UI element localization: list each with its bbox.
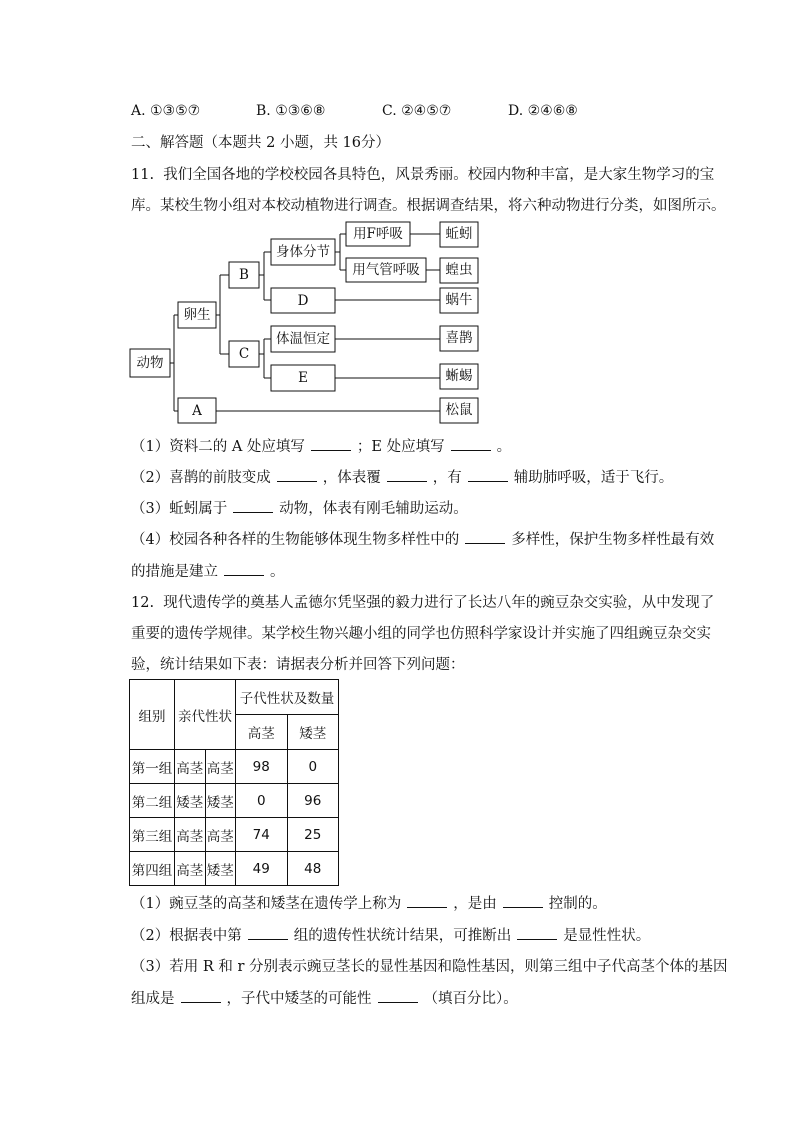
label-d: D [297, 293, 309, 309]
q12-intro-line1 [131, 593, 714, 613]
q11-part1-text-c: 。 [496, 439, 512, 455]
answer-blank[interactable] [387, 467, 427, 482]
q12-intro-line3: 验，统计结果如下表：请据表分析并回答下列问题： [131, 657, 465, 673]
header-offspring: 子代性状及数量 [236, 680, 339, 715]
q11-part4-cont [131, 561, 285, 582]
answer-blank[interactable] [224, 561, 264, 576]
answer-blank[interactable] [378, 988, 418, 1003]
label-c: C [238, 346, 250, 362]
q11-part2 [131, 467, 673, 488]
q12-part3-cont-text-a: 组成是 [131, 991, 175, 1007]
label-breath-f: 用F呼吸 [353, 226, 403, 242]
q11-part4-cont-text-b: 。 [270, 564, 285, 580]
q12-part3-cont-text-c: （填百分比）。 [423, 991, 518, 1007]
q11-number: 11. [131, 167, 155, 183]
classification-diagram [0, 0, 794, 440]
cell-parent1: 高茎 [175, 852, 206, 886]
q11-part2-text-a: （2）喜鹊的前肢变成 [131, 470, 271, 486]
label-breath-trachea: 用气管呼吸 [352, 262, 420, 278]
cell-short: 0 [287, 750, 339, 784]
q11-part3-text-a: （3）蚯蚓属于 [131, 501, 228, 517]
q12-part2 [131, 925, 650, 946]
cell-parent2: 高茎 [205, 750, 236, 784]
cell-short: 25 [287, 818, 339, 852]
option-c: C. ②④⑤⑦ [382, 103, 452, 119]
q11-intro-line2: 库。某校生物小组对本校动植物进行调查。根据调查结果，将六种动物进行分类，如图所示。 [131, 198, 726, 214]
answer-blank[interactable] [451, 436, 491, 451]
q11-part2-text-c: ，有 [432, 470, 462, 486]
q12-part3-cont-text-b: ，子代中矮茎的可能性 [226, 991, 372, 1007]
cell-group: 第三组 [130, 818, 175, 852]
header-short: 矮茎 [287, 715, 339, 750]
q12-part1-text-b: ，是由 [453, 896, 497, 912]
option-b: B. ①③⑥⑧ [256, 103, 326, 119]
table-row [130, 750, 339, 784]
q12-part2-text-b: 组的遗传性状统计结果，可推断出 [293, 928, 512, 944]
q11-part2-text-b: ，体表覆 [322, 470, 381, 486]
q12-part2-text-a: （2）根据表中第 [131, 928, 242, 944]
q11-part4-text-b: 多样性，保护生物多样性最有效 [511, 532, 715, 548]
q12-part2-text-c: 是显性性状。 [563, 928, 651, 944]
answer-blank[interactable] [311, 436, 351, 451]
label-egg: 卵生 [183, 307, 211, 323]
q11-part4 [131, 529, 714, 550]
header-group: 组别 [130, 680, 175, 750]
q12-part3: （3）若用 R 和 r 分别表示豌豆茎长的显性基因和隐性基因，则第三组中子代高茎个体的基因 [131, 959, 728, 975]
q12-part1-text-a: （1）豌豆茎的高茎和矮茎在遗传学上称为 [131, 896, 402, 912]
label-lizard: 蜥蜴 [445, 368, 473, 384]
experiment-table [129, 679, 339, 886]
q11-part2-text-d: 辅助肺呼吸，适于飞行。 [513, 470, 674, 486]
q12-part3-cont [131, 988, 518, 1009]
cell-group: 第一组 [130, 750, 175, 784]
q11-part1-text-a: （1）资料二的 A 处应填写 [131, 439, 305, 455]
cell-parent2: 矮茎 [205, 784, 236, 818]
q12-part1 [131, 893, 607, 914]
q11-part3 [131, 498, 468, 519]
q11-part1 [131, 436, 511, 457]
label-earthworm: 蚯蚓 [445, 226, 473, 242]
header-tall: 高茎 [236, 715, 288, 750]
q12-intro-line2: 重要的遗传学规律。某学校生物兴趣小组的同学也仿照科学家设计并实施了四组豌豆杂交实 [131, 626, 711, 642]
cell-parent2: 高茎 [205, 818, 236, 852]
label-snail: 蜗牛 [445, 292, 473, 308]
answer-blank[interactable] [248, 925, 288, 940]
table-row [130, 818, 339, 852]
q11-part4-cont-text-a: 的措施是建立 [131, 564, 218, 580]
cell-tall: 49 [236, 852, 288, 886]
label-a: A [192, 403, 202, 419]
table-row [130, 852, 339, 886]
q12-number: 12. [131, 595, 155, 611]
cell-short: 96 [287, 784, 339, 818]
label-animal: 动物 [136, 355, 164, 371]
cell-short: 48 [287, 852, 339, 886]
q11-intro-text1: 我们全国各地的学校校园各具特色，风景秀丽。校园内物种丰富，是大家生物学习的宝 [163, 167, 715, 183]
option-a: A. ①③⑤⑦ [131, 103, 201, 119]
cell-tall: 0 [236, 784, 288, 818]
label-magpie: 喜鹊 [445, 330, 473, 346]
label-squirrel: 松鼠 [445, 402, 473, 418]
label-e: E [298, 370, 308, 386]
answer-blank[interactable] [277, 467, 317, 482]
cell-parent2: 矮茎 [205, 852, 236, 886]
answer-blank[interactable] [465, 529, 505, 544]
answer-blank[interactable] [468, 467, 508, 482]
answer-blank[interactable] [233, 498, 273, 513]
cell-parent1: 矮茎 [175, 784, 206, 818]
cell-parent1: 高茎 [175, 750, 206, 784]
cell-tall: 74 [236, 818, 288, 852]
label-segmented: 身体分节 [276, 244, 330, 260]
q11-part3-text-b: 动物，体表有刚毛辅助运动。 [279, 501, 468, 517]
q12-intro-text1: 现代遗传学的奠基人孟德尔凭坚强的毅力进行了长达八年的豌豆杂交实验，从中发现了 [163, 595, 715, 611]
answer-blank[interactable] [407, 893, 447, 908]
q12-part1-text-c: 控制的。 [548, 896, 607, 912]
answer-blank[interactable] [517, 925, 557, 940]
header-parent: 亲代性状 [175, 680, 236, 750]
q11-part4-text-a: （4）校园各种各样的生物能够体现生物多样性中的 [131, 532, 460, 548]
q11-part1-text-b: ；E 处应填写 [356, 439, 445, 455]
cell-parent1: 高茎 [175, 818, 206, 852]
option-d: D. ②④⑥⑧ [508, 103, 578, 119]
cell-group: 第四组 [130, 852, 175, 886]
label-warm: 体温恒定 [276, 331, 330, 347]
section-heading: 二、解答题（本题共 2 小题，共 16分） [131, 135, 391, 151]
table-row [130, 784, 339, 818]
answer-blank[interactable] [503, 893, 543, 908]
label-locust: 蝗虫 [445, 262, 473, 278]
cell-group: 第二组 [130, 784, 175, 818]
answer-blank[interactable] [181, 988, 221, 1003]
cell-tall: 98 [236, 750, 288, 784]
label-b: B [239, 267, 249, 283]
